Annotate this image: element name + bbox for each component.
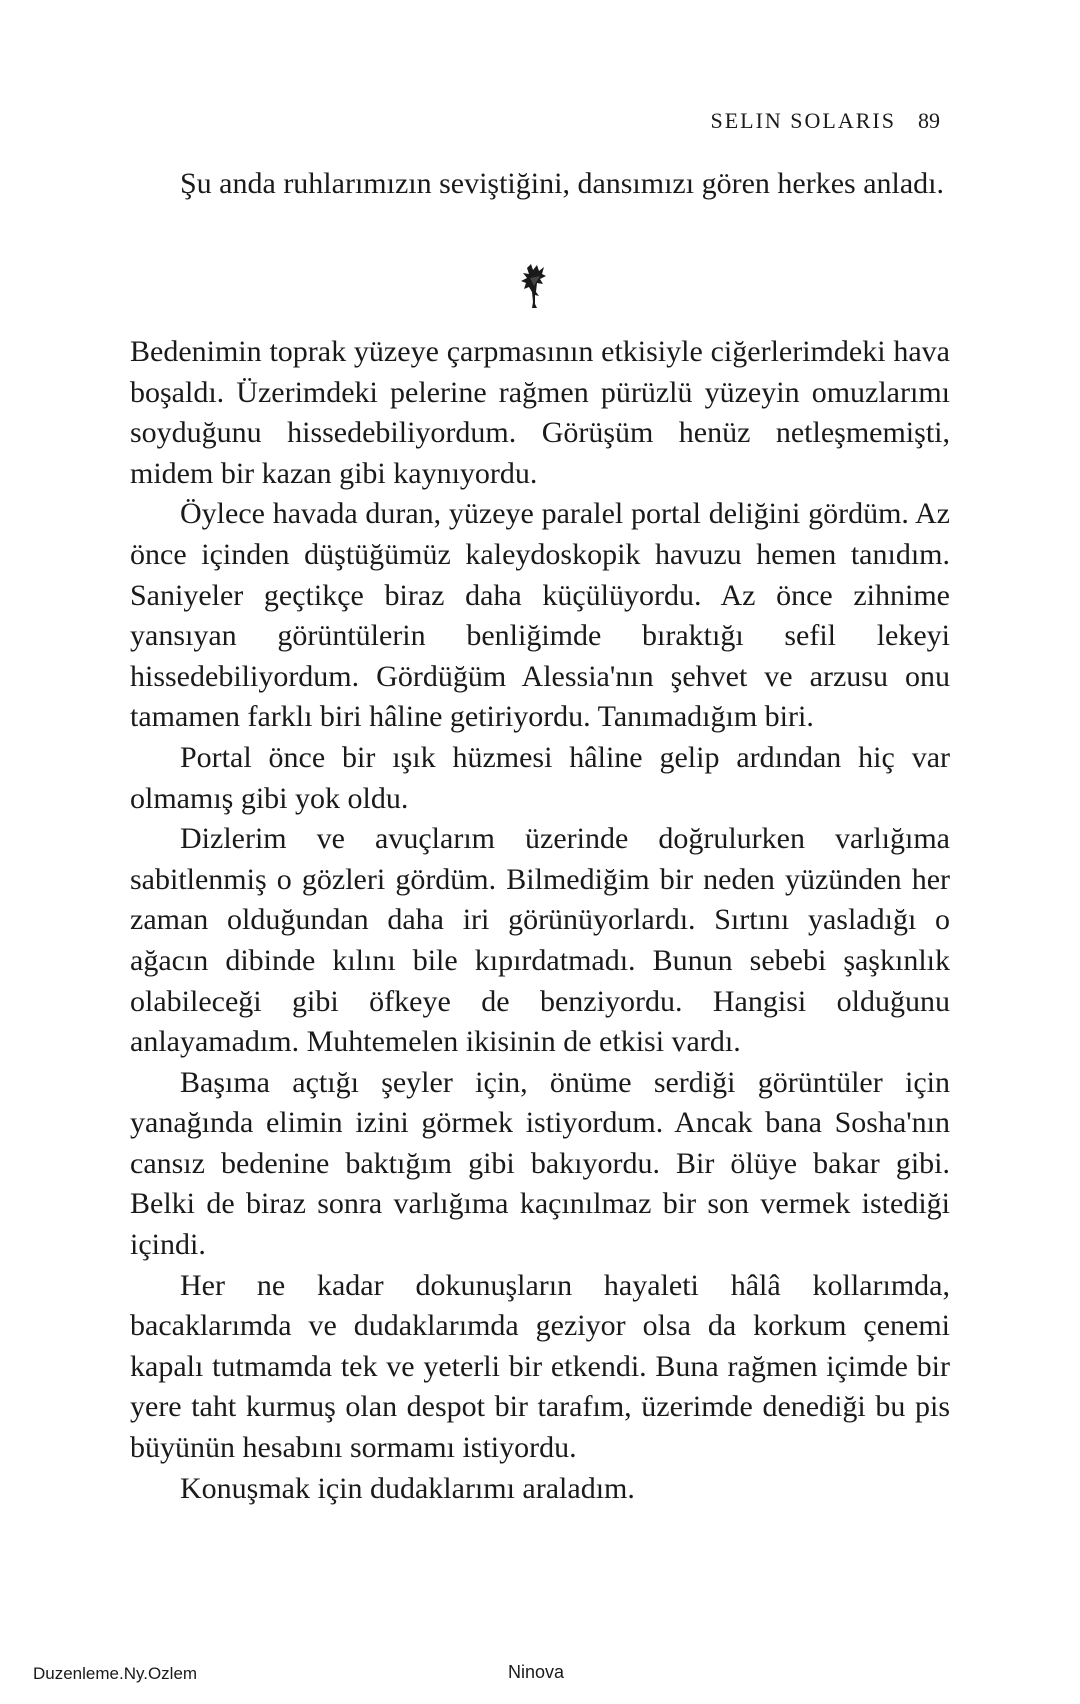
paragraph: Portal önce bir ışık hüzmesi hâline gelip ardından hiç var olmamış gibi yok oldu. <box>130 740 950 815</box>
running-title: SELIN SOLARIS <box>710 108 896 133</box>
paragraph: Şu anda ruhlarımızın seviştiğini, dansımızı gören herkes anladı. <box>180 167 944 200</box>
paragraph: Dizlerim ve avuçlarım üzerinde doğrulurken varlığıma sabitlenmiş o gözleri gördüm. Bilmediğim bir neden yüzünden her zaman olduğundan daha iri görünüyorlardı. Sırtını yasladığı o ağacın dibinde kılını bile kıpırdatmadı. Bunun sebebi şaşkınlık olabileceği gibi öfkeye de benziyordu. Hangisi olduğunu anlayamadım. Muhtemelen ikisinin de etkisi vardı. <box>130 822 950 1059</box>
main-text-block <box>130 332 950 1509</box>
running-header <box>710 108 940 134</box>
footer-credit: Duzenleme.Ny.Ozlem <box>33 1664 198 1683</box>
paragraph: Bedenimin toprak yüzeye çarpmasının etkisiyle ciğerlerimdeki hava boşaldı. Üzerimdeki pelerine rağmen pürüzlü yüzeyin omuzlarımı soyduğunu hissedebiliyordum. Görüşüm henüz netleşmemişti, midem bir kazan gibi kaynıyordu. <box>130 335 950 490</box>
paragraph: Öylece havada duran, yüzeye paralel portal deliğini gördüm. Az önce içinden düştüğümüz kaleydoskopik havuzu hemen tanıdım. Saniyeler geçtikçe biraz daha küçülüyordu. Az önce zihnime yansıyan görüntülerin benliğimde bıraktığı sefil lekeyi hissedebiliyordum. Gördüğüm Alessia'nın şehvet ve arzusu onu tamamen farklı biri hâline getiriyordu. Tanımadığım biri. <box>130 497 950 734</box>
footer-publisher: Ninova <box>508 1662 565 1682</box>
paragraph: Her ne kadar dokunuşların hayaleti hâlâ kollarımda, bacaklarımda ve dudaklarımda geziyor olsa da korkum çenemi kapalı tutmamda tek ve yeterli bir etkendi. Buna rağmen içimde bir yere taht kurmuş olan despot bir tarafım, üzerimde denediği bu pis büyünün hesabını sormamı istiyordu. <box>130 1268 950 1465</box>
page-number: 89 <box>918 108 940 133</box>
top-text-block <box>130 164 950 205</box>
paragraph: Konuşmak için dudaklarımı araladım. <box>180 1471 635 1505</box>
scene-break-ornament-icon <box>515 262 555 312</box>
paragraph: Başıma açtığı şeyler için, önüme serdiği görüntüler için yanağında elimin izini görmek istiyordum. Ancak bana Sosha'nın cansız bedenine baktığım gibi bakıyordu. Bir ölüye bakar gibi. Belki de biraz sonra varlığıma kaçınılmaz bir son vermek istediği içindi. <box>130 1065 950 1262</box>
